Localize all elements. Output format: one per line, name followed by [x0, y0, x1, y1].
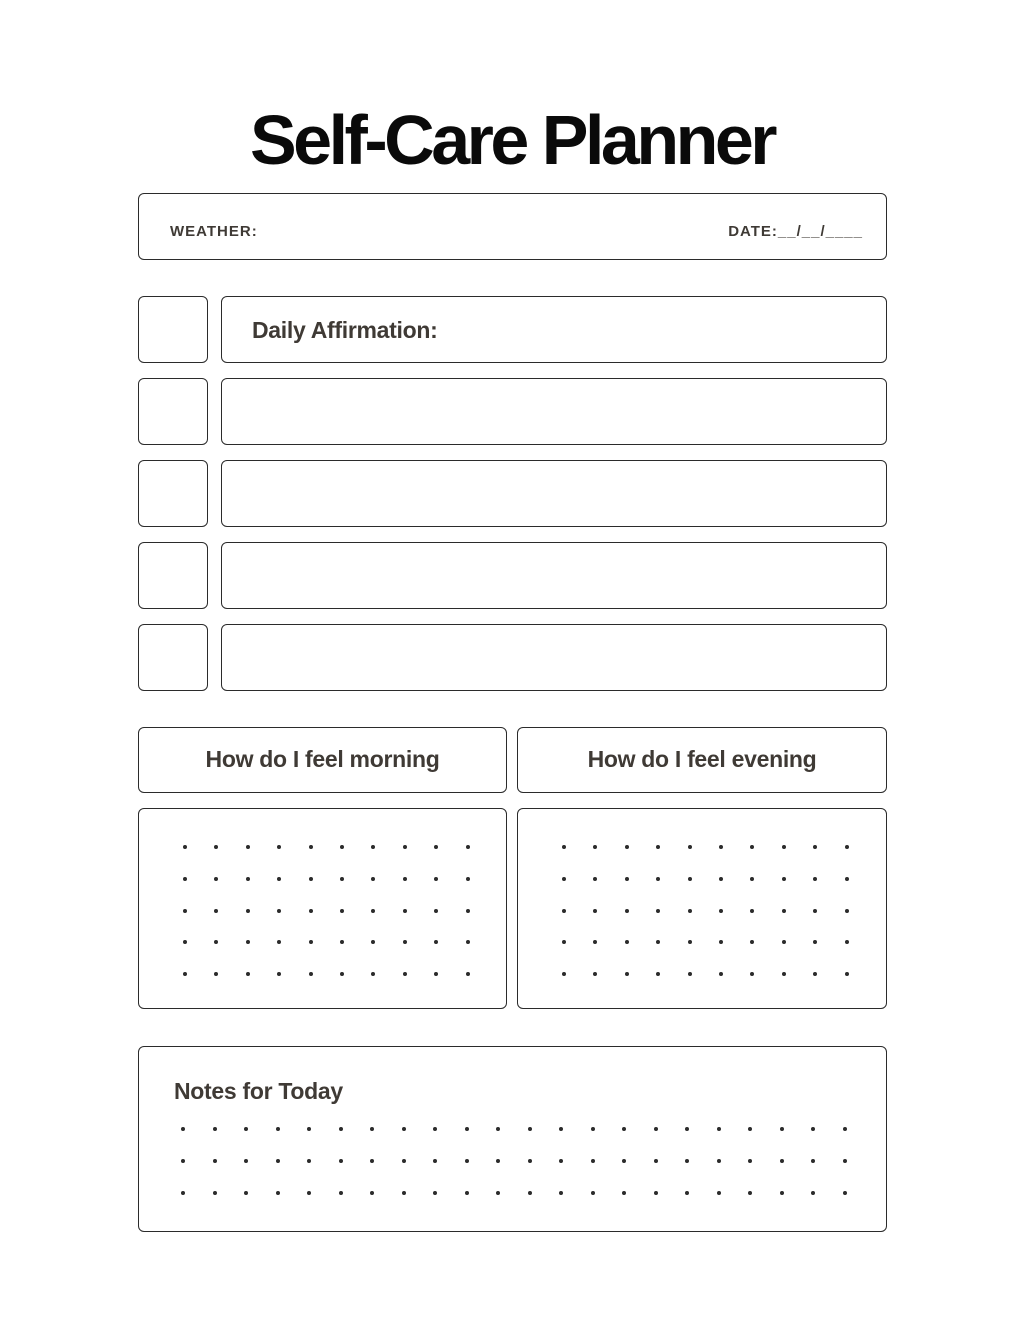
dot — [845, 909, 849, 913]
dot — [654, 1191, 658, 1195]
dot — [434, 845, 438, 849]
morning-header — [138, 727, 507, 793]
dot — [845, 940, 849, 944]
dot — [309, 940, 313, 944]
checkbox[interactable] — [138, 378, 208, 445]
dot — [340, 940, 344, 944]
dot — [403, 877, 407, 881]
dot — [402, 1159, 406, 1163]
dot — [750, 940, 754, 944]
checkbox[interactable] — [138, 460, 208, 527]
dot — [559, 1127, 563, 1131]
dot — [246, 909, 250, 913]
evening-label: How do I feel evening — [587, 746, 817, 772]
dot — [403, 940, 407, 944]
affirmation-box[interactable] — [221, 296, 887, 363]
dot — [465, 1159, 469, 1163]
dot — [782, 845, 786, 849]
dot — [625, 877, 629, 881]
dot — [750, 877, 754, 881]
dot — [780, 1127, 784, 1131]
dot — [625, 845, 629, 849]
dot — [277, 940, 281, 944]
dot-grid — [562, 845, 849, 976]
dot — [845, 877, 849, 881]
dot — [370, 1159, 374, 1163]
dot — [340, 845, 344, 849]
task-line[interactable] — [221, 378, 887, 445]
dot — [780, 1159, 784, 1163]
dot — [719, 877, 723, 881]
dot — [466, 845, 470, 849]
dot — [246, 877, 250, 881]
dot — [496, 1191, 500, 1195]
checkbox[interactable] — [138, 542, 208, 609]
dot — [528, 1191, 532, 1195]
dot — [562, 972, 566, 976]
dot — [183, 940, 187, 944]
dot — [434, 940, 438, 944]
dot — [685, 1191, 689, 1195]
dot — [622, 1191, 626, 1195]
dot — [246, 845, 250, 849]
dot — [719, 845, 723, 849]
dot — [370, 1191, 374, 1195]
morning-writing-area[interactable] — [138, 808, 507, 1009]
dot — [813, 909, 817, 913]
dot — [750, 909, 754, 913]
dot — [277, 877, 281, 881]
dot — [782, 940, 786, 944]
dot — [183, 845, 187, 849]
dot — [688, 909, 692, 913]
dot — [183, 877, 187, 881]
dot — [213, 1127, 217, 1131]
dot — [244, 1159, 248, 1163]
dot — [782, 909, 786, 913]
dot — [591, 1159, 595, 1163]
dot — [813, 845, 817, 849]
dot — [309, 845, 313, 849]
dot — [845, 972, 849, 976]
dot — [214, 972, 218, 976]
dot — [370, 1127, 374, 1131]
dot — [339, 1159, 343, 1163]
dot — [685, 1127, 689, 1131]
dot — [719, 940, 723, 944]
dot — [277, 845, 281, 849]
dot — [371, 877, 375, 881]
dot — [371, 909, 375, 913]
dot — [843, 1127, 847, 1131]
dot — [403, 972, 407, 976]
dot — [402, 1127, 406, 1131]
dot — [593, 845, 597, 849]
dot — [434, 972, 438, 976]
dot — [277, 909, 281, 913]
dot — [717, 1191, 721, 1195]
dot — [654, 1127, 658, 1131]
dot — [625, 909, 629, 913]
dot — [622, 1127, 626, 1131]
dot — [688, 940, 692, 944]
morning-label: How do I feel morning — [205, 746, 440, 772]
dot — [750, 845, 754, 849]
task-line[interactable] — [221, 624, 887, 691]
dot — [593, 972, 597, 976]
dot — [811, 1159, 815, 1163]
dot — [845, 845, 849, 849]
dot — [183, 972, 187, 976]
dot — [654, 1159, 658, 1163]
dot — [307, 1159, 311, 1163]
dot — [813, 972, 817, 976]
dot — [811, 1191, 815, 1195]
dot — [403, 909, 407, 913]
dot — [748, 1159, 752, 1163]
dot — [371, 845, 375, 849]
dot — [591, 1127, 595, 1131]
dot — [559, 1159, 563, 1163]
dot — [496, 1127, 500, 1131]
dot — [562, 877, 566, 881]
evening-header — [517, 727, 887, 793]
dot — [340, 972, 344, 976]
dot — [433, 1191, 437, 1195]
dot — [183, 909, 187, 913]
dot — [276, 1127, 280, 1131]
notes-box[interactable] — [138, 1046, 887, 1232]
dot — [813, 877, 817, 881]
dot — [688, 972, 692, 976]
task-line[interactable] — [221, 460, 887, 527]
dot — [656, 877, 660, 881]
dot — [371, 972, 375, 976]
dot — [685, 1159, 689, 1163]
dot — [277, 972, 281, 976]
date-label: DATE:__/__/____ — [728, 223, 863, 240]
dot — [466, 940, 470, 944]
dot — [466, 877, 470, 881]
checkbox[interactable] — [138, 624, 208, 691]
page-title: Self-Care Planner — [249, 101, 775, 179]
dot — [593, 909, 597, 913]
dot — [843, 1159, 847, 1163]
dot — [528, 1127, 532, 1131]
dot — [782, 877, 786, 881]
dot — [339, 1191, 343, 1195]
weather-label: WEATHER: — [170, 223, 258, 240]
dot — [433, 1127, 437, 1131]
dot — [213, 1191, 217, 1195]
dot — [434, 877, 438, 881]
dot — [719, 972, 723, 976]
dot — [656, 972, 660, 976]
dot — [593, 877, 597, 881]
dot — [813, 940, 817, 944]
affirmation-label: Daily Affirmation: — [252, 317, 438, 343]
dot — [748, 1127, 752, 1131]
dot — [656, 940, 660, 944]
dot — [371, 940, 375, 944]
dot — [309, 909, 313, 913]
dot — [559, 1191, 563, 1195]
dot — [181, 1191, 185, 1195]
dot — [402, 1191, 406, 1195]
dot — [309, 972, 313, 976]
dot-grid — [181, 1127, 847, 1195]
dot — [622, 1159, 626, 1163]
dot — [214, 845, 218, 849]
dot — [719, 909, 723, 913]
dot — [688, 877, 692, 881]
dot — [562, 940, 566, 944]
dot — [562, 909, 566, 913]
dot — [656, 909, 660, 913]
notes-label: Notes for Today — [174, 1078, 343, 1104]
dot — [717, 1127, 721, 1131]
dot — [843, 1191, 847, 1195]
dot — [748, 1191, 752, 1195]
dot — [340, 877, 344, 881]
dot — [656, 845, 660, 849]
dot — [246, 940, 250, 944]
dot — [244, 1127, 248, 1131]
dot — [181, 1127, 185, 1131]
task-line[interactable] — [221, 542, 887, 609]
dot — [625, 972, 629, 976]
dot — [782, 972, 786, 976]
dot — [339, 1127, 343, 1131]
dot — [466, 972, 470, 976]
dot — [307, 1127, 311, 1131]
dot — [309, 877, 313, 881]
dot — [811, 1127, 815, 1131]
dot — [434, 909, 438, 913]
dot — [276, 1159, 280, 1163]
dot — [214, 940, 218, 944]
dot — [433, 1159, 437, 1163]
dot — [340, 909, 344, 913]
evening-writing-area[interactable] — [517, 808, 887, 1009]
dot — [244, 1191, 248, 1195]
dot — [465, 1191, 469, 1195]
dot — [625, 940, 629, 944]
dot — [528, 1159, 532, 1163]
dot — [276, 1191, 280, 1195]
dot — [496, 1159, 500, 1163]
dot — [688, 845, 692, 849]
dot — [214, 909, 218, 913]
dot — [213, 1159, 217, 1163]
dot — [307, 1191, 311, 1195]
dot — [717, 1159, 721, 1163]
dot — [181, 1159, 185, 1163]
dot — [750, 972, 754, 976]
dot — [465, 1127, 469, 1131]
dot — [214, 877, 218, 881]
dot — [591, 1191, 595, 1195]
dot — [466, 909, 470, 913]
dot — [562, 845, 566, 849]
dot — [593, 940, 597, 944]
checkbox[interactable] — [138, 296, 208, 363]
dot — [246, 972, 250, 976]
dot — [780, 1191, 784, 1195]
dot-grid — [183, 845, 470, 976]
dot — [403, 845, 407, 849]
